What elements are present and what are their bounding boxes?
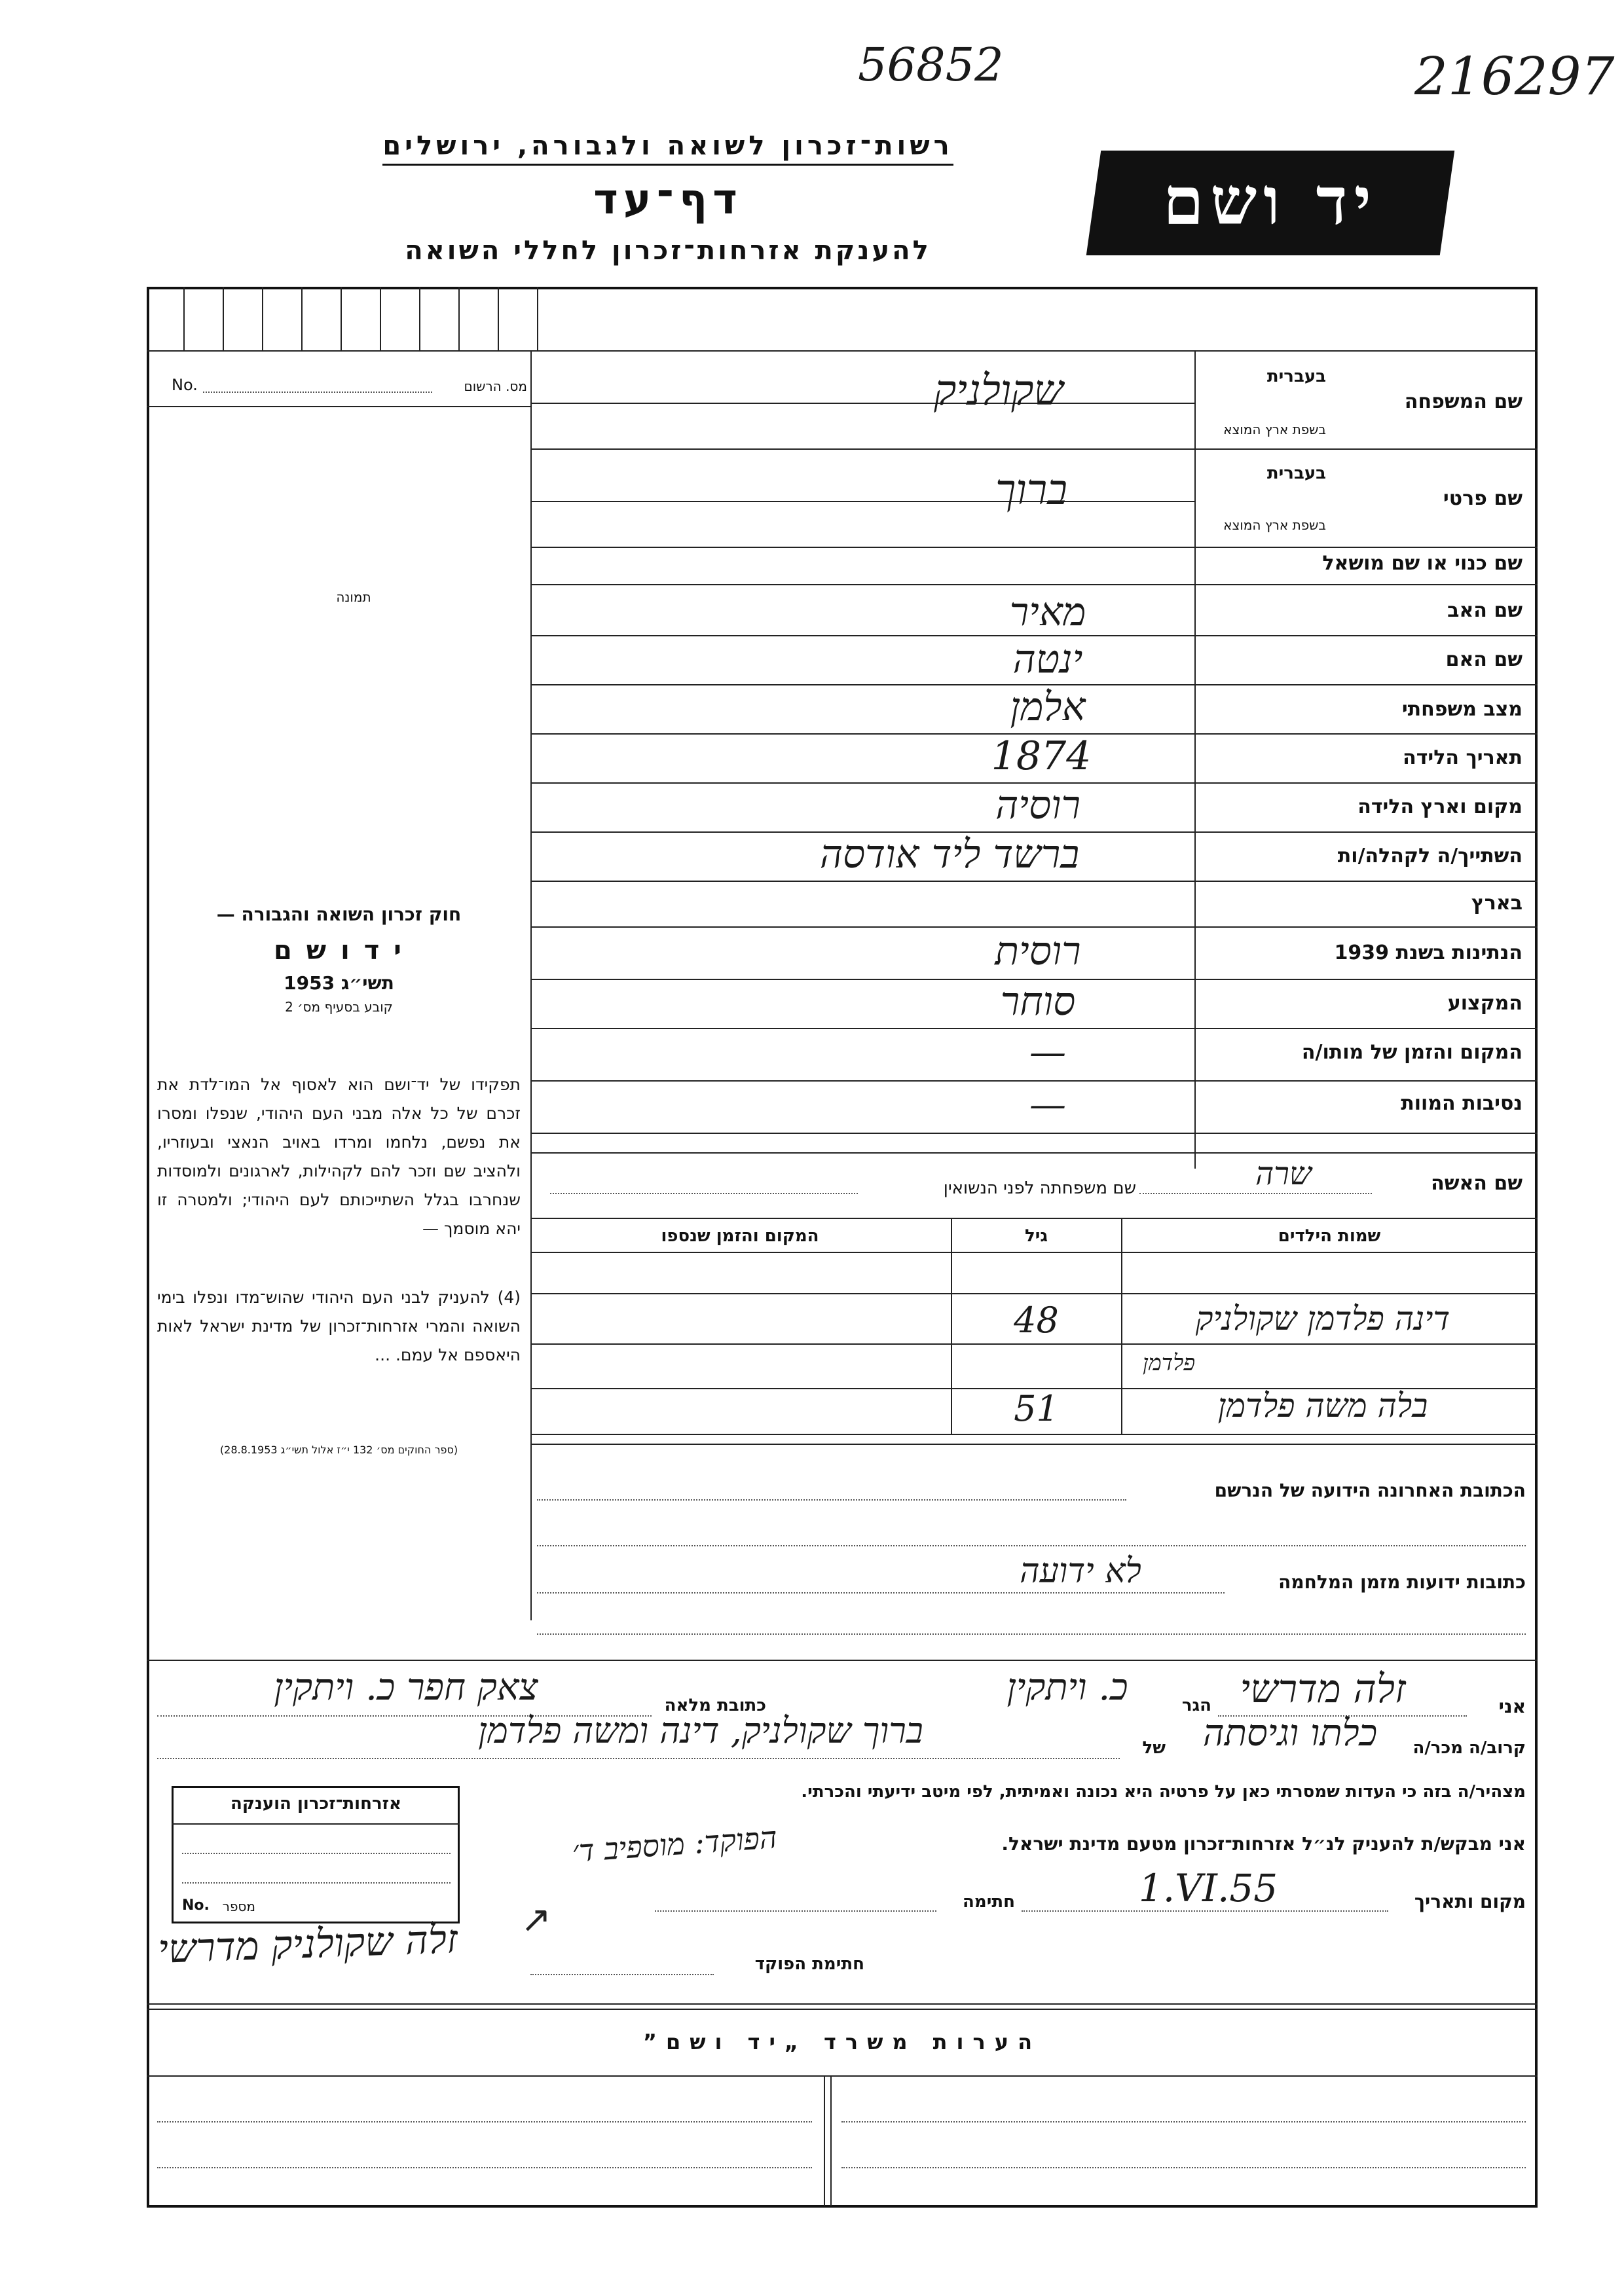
registration-no-line[interactable] xyxy=(203,392,432,393)
death-place-label: המקום והזמן של מותו/ה xyxy=(1301,1041,1522,1064)
photo-area xyxy=(157,412,521,858)
witness-address-value: צאק חפר כ. ויתקין xyxy=(274,1666,538,1709)
place-date-line[interactable] xyxy=(1022,1910,1388,1912)
remarks-line-4 xyxy=(841,2167,1526,2168)
officer-note-arrow-icon: ↗ xyxy=(521,1899,551,1941)
war-addresses-line xyxy=(537,1592,1225,1594)
child-2-name: בלה משה פלדמן xyxy=(1217,1387,1428,1425)
last-address-line xyxy=(537,1499,1126,1501)
family-name-label: שם המשפחה xyxy=(1404,390,1522,413)
relation-of-value: ברוך שקולניק, דינה ומשה פלדמן xyxy=(478,1710,923,1751)
marital-status-label: מצב משפחתי xyxy=(1401,698,1522,721)
birth-date-value: 1874 xyxy=(991,733,1092,779)
law-year: תשי״ג 1953 xyxy=(284,972,394,994)
form-subtitle: להענקת אזרחות־זכרון לחללי השואה xyxy=(405,236,931,266)
children-names-header: שמות הילדים xyxy=(1278,1226,1381,1246)
profession-value: סוחר xyxy=(1000,979,1076,1025)
law-name: י ד ו ש ם xyxy=(274,936,404,966)
citizenship-granted-title: אזרחות־זכרון הוענקה xyxy=(231,1794,401,1813)
wife-name-value: שרה xyxy=(1255,1156,1312,1192)
birth-date-label: תאריך הלידה xyxy=(1403,746,1522,769)
marital-status-value: אלמן xyxy=(1010,684,1086,730)
maiden-name-label: שם משפחתה לפני הנשואין xyxy=(943,1178,1136,1198)
child-2-age: 51 xyxy=(1014,1388,1059,1429)
family-name-value: שקולניק xyxy=(934,367,1063,415)
citizenship-value: רוסית xyxy=(995,928,1081,974)
law-source: (ספר החוקים מס׳ 132 י״ז אלול תשי״ג 28.8.1953) xyxy=(219,1444,458,1456)
wife-name-line xyxy=(1139,1193,1372,1194)
header xyxy=(301,131,1035,166)
declaration-text: מצהיר/ה בזה כי העדות שמסרתי כאן על פרטיה היא נכונה ואמיתית, לפי מיטב ידיעתי והכרתי. xyxy=(801,1782,1526,1802)
witness-i-label: אני xyxy=(1498,1696,1526,1717)
first-name-label: שם פרטי xyxy=(1443,487,1522,510)
place-date-label: מקום ותאריך xyxy=(1414,1891,1526,1912)
witness-residence-value: כ. ויתקין xyxy=(1006,1666,1128,1709)
remarks-title: הערות משרד „יד ושם” xyxy=(642,2030,1042,2054)
no-label: No. xyxy=(172,376,198,394)
community-value: ברשד ליד אודסה xyxy=(819,831,1080,877)
request-text: אני מבקש/ת להעניק לנ״ל אזרחות־זכרון מטעם מדינת ישראל. xyxy=(1001,1833,1526,1855)
officer-signature-label: חתימת הפוקד xyxy=(754,1954,864,1974)
children-place-header: המקום והזמן שנספו xyxy=(661,1226,819,1246)
box-line-2 xyxy=(182,1882,451,1884)
profession-label: המקצוע xyxy=(1447,992,1522,1015)
officer-signature-line[interactable] xyxy=(530,1974,714,1975)
last-address-line-2 xyxy=(537,1545,1526,1546)
remarks-line-2 xyxy=(841,2121,1526,2123)
box-line-1 xyxy=(182,1853,451,1854)
authority-name: רשות־זכרון לשואה ולגבורה, ירושלים xyxy=(382,131,953,166)
box-no-label: No. xyxy=(182,1897,210,1914)
witness-name-value: זלה מדרשי xyxy=(1240,1666,1406,1712)
first-name-value: ברוך xyxy=(995,466,1068,515)
wife-name-label: שם האשה xyxy=(1431,1172,1522,1195)
child-1-name: דינה פלדמן שקולניק xyxy=(1195,1300,1450,1338)
law-text-2: (4) להעניק לבני העם היהודי שהוש־מדו ונפלו בימי השואה והמרי אזרחות־זכרון של מדינת ישראל לאות היאספם אל עמם. ... xyxy=(157,1288,521,1364)
margin-signature: זלה שקולניק מדרשי xyxy=(157,1916,458,1973)
remarks-line-1 xyxy=(157,2121,812,2123)
relative-label: קרוב/ה מכר/ה xyxy=(1412,1738,1526,1758)
photo-label: תמונה xyxy=(336,589,371,605)
law-block xyxy=(157,903,521,1015)
death-circumstances-value: — xyxy=(1029,1084,1066,1126)
community-label: השתייך/ה לקהלה/ות xyxy=(1337,845,1522,867)
law-text-1: תפקידו של יד־ושם הוא לאסוף אל המו־לדת את זכרם של כל אלה מבני העם היהודי, שנפלו ומסרו את נפשם, נלחמו ומרדו באויב הנאצי ובעוזריו, ולהציב שם וזכר להם לקהילות, לארגונים ולמוסדות שנחרבו בגלל השתייכותם לעם היהודי; ולמטרה זו יהא מוסמך — xyxy=(157,1075,521,1238)
logo-text: יד ושם xyxy=(1163,162,1378,240)
law-clause: קובע בסעיף מס׳ 2 xyxy=(285,999,393,1015)
father-name-label: שם האב xyxy=(1447,599,1522,622)
citizenship-label: הנתינות בשנת 1939 xyxy=(1334,941,1522,964)
country-label: בארץ xyxy=(1471,892,1522,915)
maiden-name-line xyxy=(550,1193,858,1194)
witness-address-label: כתובת מלאה xyxy=(664,1696,766,1715)
relation-of-label: של xyxy=(1142,1738,1166,1758)
signature-label: חתימה xyxy=(963,1892,1015,1912)
relation-of-line xyxy=(157,1758,1120,1759)
mother-name-value: ינטה xyxy=(1012,636,1083,682)
birth-place-label: מקום וארץ הלידה xyxy=(1357,795,1522,818)
box-number-heb-label: מספר xyxy=(222,1899,255,1914)
child-1-age: 48 xyxy=(1014,1300,1059,1341)
law-title: חוק זכרון השואה והגבורה — xyxy=(216,903,462,925)
first-name-hebrew-label: בעברית xyxy=(1266,464,1326,483)
registration-no-label: מס. הרשום xyxy=(464,378,527,394)
mother-name-label: שם האם xyxy=(1445,648,1522,671)
death-circumstances-label: נסיבות המוות xyxy=(1401,1092,1522,1115)
first-name-origin-label: בשפת ארץ המוצא xyxy=(1223,517,1326,533)
family-name-origin-label: בשפת ארץ המוצא xyxy=(1223,422,1326,437)
relation-value: כלתו וגיסתה xyxy=(1202,1712,1378,1755)
remarks-line-3 xyxy=(157,2167,812,2168)
form-title: דף־עד xyxy=(593,175,743,224)
officer-note: הפוקד: מוספיב ד׳ xyxy=(570,1819,779,1869)
nickname-label: שם כנוי או שם מושאל xyxy=(1322,552,1522,575)
page-of-testimony-number: 216297 xyxy=(1414,46,1615,107)
date-value: 1.VI.55 xyxy=(1138,1866,1278,1910)
children-age-header: גיל xyxy=(1024,1226,1048,1246)
war-addresses-line-2 xyxy=(537,1633,1526,1635)
war-addresses-value: לא ידועה xyxy=(1020,1552,1141,1591)
child-2-correction: פלדמן xyxy=(1142,1350,1196,1376)
archive-number: 56852 xyxy=(858,38,1004,92)
signature-line[interactable] xyxy=(655,1910,936,1912)
family-name-hebrew-label: בעברית xyxy=(1266,367,1326,386)
death-place-value: — xyxy=(1029,1031,1066,1074)
last-address-label: הכתובת האחרונה הידועה של הנרשם xyxy=(1214,1480,1526,1501)
war-addresses-label: כתובות ידועות מזמן המלחמה xyxy=(1278,1571,1526,1593)
witness-residing-label: הגר xyxy=(1181,1696,1211,1715)
father-name-value: מאיר xyxy=(1009,589,1086,635)
birth-place-value: רוסיה xyxy=(995,782,1080,828)
